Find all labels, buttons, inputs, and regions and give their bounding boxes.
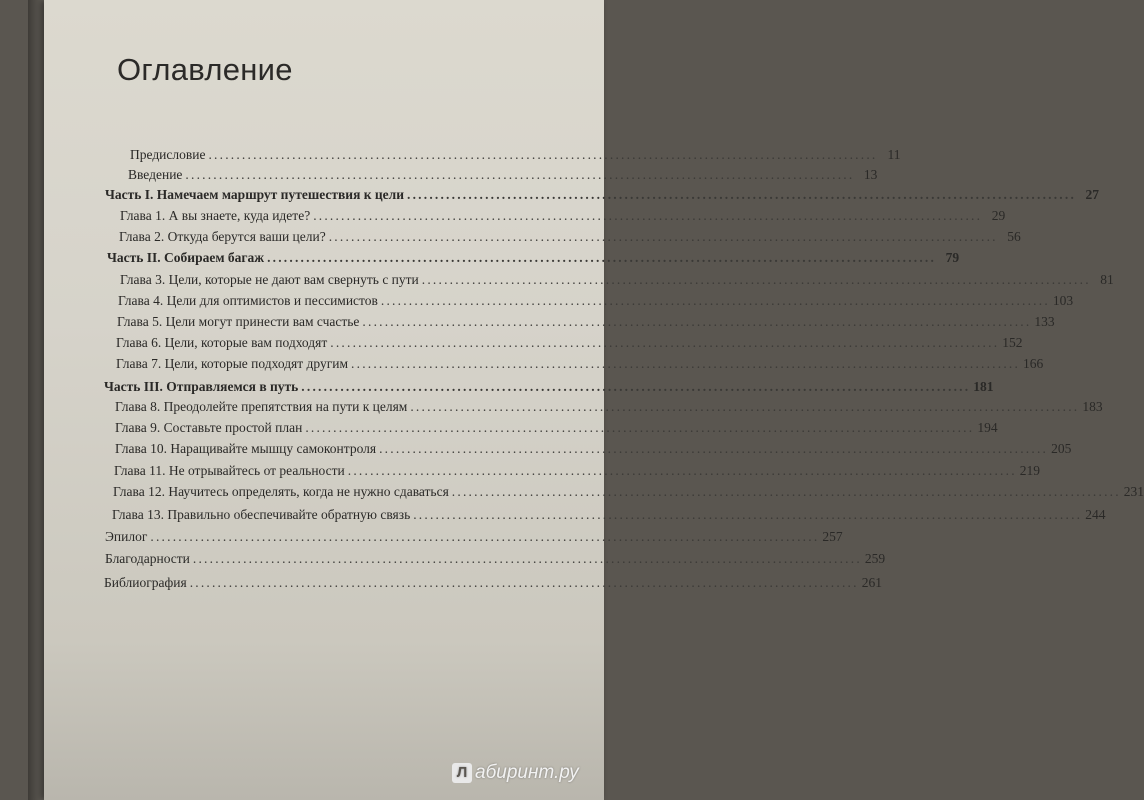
- toc-entry: [104, 378, 994, 396]
- toc-leader-dots: ........................................................................................................................: [185, 167, 855, 182]
- toc-entry: [114, 462, 1041, 480]
- toc-entry: [105, 186, 1100, 204]
- toc-entry-label: Глава 13. Правильно обеспечивайте обратную связь: [112, 507, 411, 522]
- toc-entry-label: Глава 8. Преодолейте препятствия на пути к целям: [115, 399, 408, 414]
- toc-entry-label: Часть III. Отправляемся в путь: [104, 379, 299, 394]
- toc-entry-label: Глава 5. Цели могут принести вам счастье: [117, 314, 360, 329]
- toc-leader-dots: ........................................................................................................................: [267, 250, 937, 265]
- toc-leader-dots: ........................................................................................................................: [379, 441, 1049, 456]
- toc-entry-page-number: 261: [861, 575, 882, 590]
- toc-entry-label: Предисловие: [130, 147, 206, 162]
- toc-entry-page-number: 133: [1034, 314, 1055, 329]
- toc-entry-page-number: 56: [1007, 229, 1021, 244]
- toc-entry-page-number: 205: [1051, 441, 1072, 456]
- toc-leader-dots: ........................................................................................................................: [407, 187, 1077, 202]
- toc-entry: [105, 528, 843, 546]
- toc-leader-dots: ........................................................................................................................: [301, 379, 971, 394]
- toc-leader-dots: ........................................................................................................................: [330, 335, 1000, 350]
- toc-entry-label: Глава 2. Откуда берутся ваши цели?: [119, 229, 326, 244]
- toc-entry-page-number: 181: [973, 379, 994, 394]
- toc-entry-label: Глава 1. А вы знаете, куда идете?: [120, 208, 311, 223]
- toc-leader-dots: ........................................................................................................................: [421, 272, 1091, 287]
- toc-entry: [116, 355, 1044, 373]
- toc-entry: [117, 313, 1055, 331]
- toc-leader-dots: ........................................................................................................................: [410, 399, 1080, 414]
- toc-entry: [118, 292, 1074, 310]
- toc-entry-page-number: 231: [1123, 484, 1144, 499]
- toc-entry: [116, 334, 1023, 352]
- toc-entry-label: Глава 3. Цели, которые не дают вам свернуть с пути: [120, 272, 419, 287]
- toc-entry-page-number: 244: [1085, 507, 1106, 522]
- toc-entry-label: Часть I. Намечаем маршрут путешествия к цели: [105, 187, 405, 202]
- toc-entry-page-number: 13: [863, 167, 878, 182]
- toc-leader-dots: ........................................................................................................................: [305, 420, 975, 435]
- toc-leader-dots: ........................................................................................................................: [362, 314, 1032, 329]
- toc-leader-dots: ........................................................................................................................: [380, 293, 1050, 308]
- toc-entry-label: Глава 10. Наращивайте мышцу самоконтроля: [115, 441, 377, 456]
- watermark: [452, 762, 579, 784]
- toc-entry: [130, 146, 901, 164]
- toc-entry: [107, 249, 960, 267]
- toc-entry: [112, 506, 1106, 524]
- toc-entry: [119, 228, 1021, 246]
- labirint-logo-icon: Л: [452, 763, 472, 783]
- toc-leader-dots: ........................................................................................................................: [150, 529, 820, 544]
- toc-leader-dots: ........................................................................................................................: [328, 229, 998, 244]
- toc-leader-dots: ........................................................................................................................: [347, 463, 1017, 478]
- toc-entry-page-number: 11: [887, 147, 901, 162]
- toc-leader-dots: ........................................................................................................................: [208, 147, 878, 162]
- toc-entry-label: Введение: [128, 167, 183, 182]
- toc-entry: [115, 398, 1103, 416]
- toc-entry-page-number: 183: [1082, 399, 1103, 414]
- toc-entry: [120, 271, 1114, 289]
- toc-entry-page-number: 194: [977, 420, 998, 435]
- toc-entry: [105, 550, 886, 568]
- toc-entry: [115, 440, 1072, 458]
- toc-entry-page-number: 79: [945, 250, 960, 265]
- toc-entry-label: Глава 6. Цели, которые вам подходят: [116, 335, 328, 350]
- toc-entry-page-number: 29: [991, 208, 1006, 223]
- toc-leader-dots: ........................................................................................................................: [189, 575, 859, 590]
- watermark-text: абиринт.ру: [475, 762, 579, 783]
- toc-entry-page-number: 103: [1052, 293, 1074, 308]
- toc-entry-page-number: 166: [1023, 356, 1044, 371]
- toc-entry-page-number: 81: [1100, 272, 1114, 287]
- toc-entry-page-number: 27: [1085, 187, 1100, 202]
- toc-entry: [104, 574, 882, 592]
- toc-entry-label: Глава 7. Цели, которые подходят другим: [116, 356, 349, 371]
- toc-leader-dots: ........................................................................................................................: [413, 507, 1083, 522]
- toc-entry: [120, 207, 1006, 225]
- toc-entry-label: Эпилог: [105, 529, 148, 544]
- toc-entry: [115, 419, 998, 437]
- toc-entry-label: Часть II. Собираем багаж: [107, 250, 265, 265]
- toc-entry-page-number: 259: [864, 551, 886, 566]
- toc-entry-page-number: 152: [1002, 335, 1023, 350]
- page-title: Оглавление: [117, 52, 293, 87]
- toc-entry-label: Библиография: [104, 575, 187, 590]
- toc-entry-page-number: 219: [1019, 463, 1041, 478]
- toc-entry-label: Глава 4. Цели для оптимистов и пессимистов: [118, 293, 378, 308]
- toc-leader-dots: ........................................................................................................................: [313, 208, 983, 223]
- toc-entry-label: Глава 9. Составьте простой план: [115, 420, 303, 435]
- toc-entry-page-number: 257: [822, 529, 843, 544]
- toc-leader-dots: ........................................................................................................................: [192, 551, 862, 566]
- toc-entry-label: Благодарности: [105, 551, 190, 566]
- toc-entry-label: Глава 11. Не отрывайтесь от реальности: [114, 463, 345, 478]
- toc-leader-dots: ........................................................................................................................: [351, 356, 1021, 371]
- toc-entry: [113, 483, 1144, 501]
- toc-entry: [128, 166, 878, 184]
- toc-leader-dots: ........................................................................................................................: [451, 484, 1121, 499]
- toc-entry-label: Глава 12. Научитесь определять, когда не нужно сдаваться: [113, 484, 449, 499]
